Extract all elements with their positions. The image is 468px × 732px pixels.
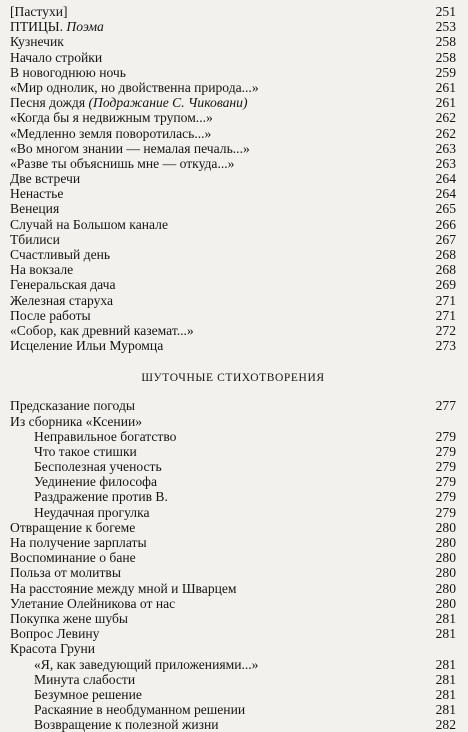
entry-title-text: На расстояние между мной и Шварцем (10, 580, 237, 596)
entry-title-text: Начало стройки (10, 49, 103, 65)
entry-title-text: Польза от молитвы (10, 565, 121, 581)
toc-entry (10, 641, 456, 656)
toc-page-number: 266 (426, 217, 456, 232)
entry-title-text: Возвращение к полезной жизни (34, 717, 219, 732)
entry-title-text: На получение зарплаты (10, 535, 147, 550)
toc-page-number: 263 (426, 156, 456, 171)
toc-entry-title (10, 535, 150, 550)
entry-title-text: Венеция (10, 201, 60, 217)
toc-entry-title (10, 141, 253, 156)
entry-title-text: Исцеление Ильи Муромца (10, 338, 164, 354)
toc-page-number: 251 (426, 4, 456, 19)
entry-title-text: Раскаяние в необдуманном решении (34, 702, 246, 718)
entry-title-text: Генеральская дача (10, 277, 116, 293)
entry-title-text: [Пастухи] (10, 4, 68, 19)
toc-entry (10, 626, 456, 641)
toc-entry (10, 201, 456, 216)
toc-page-number: 264 (426, 186, 456, 201)
toc-entry-title (10, 338, 166, 353)
toc-entry-title (10, 156, 237, 171)
toc-page-number: 262 (426, 126, 456, 141)
entry-title-text: «Когда бы я недвижным трупом...» (10, 110, 213, 126)
toc-page-number: 277 (426, 398, 456, 413)
toc-page-number: 273 (426, 338, 456, 353)
toc-entry-title (34, 687, 145, 702)
toc-entry (10, 520, 456, 535)
toc-entry (10, 171, 456, 186)
toc-page-number: 279 (426, 505, 456, 520)
entry-title-text: Случай на Большом канале (10, 216, 168, 232)
toc-page-number: 253 (426, 19, 456, 34)
toc-entry (10, 95, 456, 110)
toc-page-number: 279 (426, 459, 456, 474)
toc-entry (10, 459, 456, 474)
entry-title-text: Счастливый день (10, 247, 111, 262)
entry-title-text: «Медленно земля поворотилась...» (10, 125, 212, 141)
toc-entry-title (34, 474, 160, 489)
toc-entry-title (10, 217, 171, 232)
toc-entry-title (10, 186, 66, 201)
entry-title-text: Неудачная прогулка (34, 504, 150, 520)
toc-page-number: 280 (426, 581, 456, 596)
toc-entry (10, 277, 456, 292)
toc-entry-title (10, 65, 129, 80)
toc-entry (10, 232, 456, 247)
toc-page-number: 264 (426, 171, 456, 186)
entry-title-text: Ненастье (10, 186, 64, 202)
toc-entry-title (10, 277, 119, 292)
toc-entry (10, 293, 456, 308)
entry-title-text: Раздражение против В. (34, 489, 168, 505)
toc-page-number: 258 (426, 34, 456, 49)
toc-entry (10, 19, 456, 34)
toc-entry (10, 702, 456, 717)
toc-page-number: 282 (426, 717, 456, 732)
toc-page-number: 271 (426, 308, 456, 323)
toc-page-number: 280 (426, 535, 456, 550)
toc-page-number: 263 (426, 141, 456, 156)
toc-entry (10, 581, 456, 596)
toc-entry-title (34, 672, 138, 687)
toc-page-number: 269 (426, 277, 456, 292)
toc-page-number: 281 (426, 657, 456, 672)
toc-entry (10, 505, 456, 520)
toc-entry-title (10, 550, 139, 565)
toc-entry-title (10, 50, 105, 65)
toc-page-number: 259 (426, 65, 456, 80)
toc-entry-title (10, 398, 138, 413)
entry-title-text: Песня дождя (10, 95, 86, 111)
toc-page-number: 280 (426, 565, 456, 580)
toc-entry (10, 429, 456, 444)
toc-entry (10, 126, 456, 141)
toc-entry (10, 596, 456, 611)
entry-title-text: Улетание Олейникова от нас (10, 595, 176, 611)
entry-title-text: «Во многом знании — немалая печаль...» (10, 140, 250, 156)
toc-page-number: 281 (426, 702, 456, 717)
toc-entry (10, 550, 456, 565)
entry-title-text: Железная старуха (10, 292, 114, 308)
toc-entry-title (10, 520, 138, 535)
toc-page-number: 280 (426, 550, 456, 565)
toc-list-main (10, 4, 456, 353)
toc-page-number: 279 (426, 429, 456, 444)
entry-subtitle-text: (Подражание С. Чиковани) (88, 95, 248, 111)
entry-title-text: Уединение философа (34, 474, 158, 490)
toc-entry-title (10, 247, 113, 262)
toc-entry-title (10, 80, 262, 95)
toc-page-number: 258 (426, 50, 456, 65)
toc-entry-title (10, 110, 216, 125)
entry-title-text: «Мир однолик, но двойственна природа...» (10, 79, 259, 95)
toc-entry-title (10, 95, 251, 110)
toc-page-number: 280 (426, 596, 456, 611)
toc-entry-title (10, 171, 83, 186)
toc-entry-title (10, 323, 197, 338)
entry-title-text: ПТИЦЫ. (10, 19, 64, 35)
entry-title-text: Покупка жене шубы (10, 610, 129, 626)
toc-entry-title (10, 414, 145, 429)
toc-page-number: 281 (426, 687, 456, 702)
toc-entry (10, 444, 456, 459)
entry-title-text: Две встречи (10, 171, 81, 187)
toc-entry (10, 535, 456, 550)
toc-list-humorous (10, 398, 456, 732)
entry-title-text: Безумное решение (34, 686, 142, 702)
toc-entry-title (10, 626, 102, 641)
toc-entry (10, 262, 456, 277)
toc-entry-title (34, 444, 140, 459)
toc-page-number: 262 (426, 110, 456, 125)
toc-entry (10, 80, 456, 95)
entry-title-text: Тбилиси (10, 231, 60, 247)
entry-title-text: Вопрос Левину (10, 626, 100, 642)
toc-entry-title (10, 4, 71, 19)
entry-title-text: «Собор, как древний каземат...» (10, 322, 194, 338)
entry-title-text: Воспоминание о бане (10, 550, 136, 566)
toc-entry (10, 4, 456, 19)
toc-entry-title (10, 641, 98, 656)
toc-entry (10, 65, 456, 80)
entry-title-text: Кузнечик (10, 34, 64, 50)
entry-title-text: На вокзале (10, 262, 74, 278)
toc-entry (10, 414, 456, 429)
toc-entry (10, 141, 456, 156)
toc-page-number: 279 (426, 489, 456, 504)
toc-page-number: 265 (426, 201, 456, 216)
toc-entry-title (10, 293, 116, 308)
entry-title-text: Предсказание погоды (10, 398, 135, 414)
toc-entry (10, 398, 456, 413)
toc-entry-title (10, 201, 62, 216)
entry-title-text: Неправильное богатство (34, 428, 177, 444)
toc-entry-title (34, 505, 153, 520)
toc-entry-title (10, 611, 131, 626)
entry-title-text: Бесполезная ученость (34, 459, 162, 475)
toc-page-number: 281 (426, 611, 456, 626)
toc-entry-title (10, 596, 178, 611)
toc-entry (10, 687, 456, 702)
entry-title-text: После работы (10, 307, 91, 323)
toc-page-number: 271 (426, 293, 456, 308)
toc-entry (10, 247, 456, 262)
toc-page-number: 268 (426, 247, 456, 262)
toc-page-number: 281 (426, 626, 456, 641)
entry-subtitle-text: Поэма (66, 19, 104, 35)
toc-page-number: 280 (426, 520, 456, 535)
entry-title-text: Отвращение к богеме (10, 519, 136, 535)
toc-page-number: 272 (426, 323, 456, 338)
toc-page-number: 261 (426, 80, 456, 95)
toc-entry-title (10, 581, 240, 596)
toc-entry-title (10, 232, 63, 247)
toc-entry-title (34, 657, 261, 672)
toc-page-number: 281 (426, 672, 456, 687)
entry-title-text: «Разве ты объяснишь мне — откуда...» (10, 155, 235, 171)
entry-title-text: В новогоднюю ночь (10, 64, 126, 80)
toc-entry (10, 34, 456, 49)
entry-title-text: Красота Груни (10, 641, 96, 657)
toc-entry-title (10, 19, 107, 34)
toc-entry (10, 217, 456, 232)
toc-entry-title (34, 702, 248, 717)
toc-entry (10, 110, 456, 125)
toc-page-number: 279 (426, 444, 456, 459)
toc-entry-title (10, 34, 67, 49)
toc-entry (10, 489, 456, 504)
toc-entry (10, 50, 456, 65)
toc-entry (10, 474, 456, 489)
toc-entry-title (10, 126, 214, 141)
toc-entry-title (34, 489, 171, 504)
toc-entry (10, 308, 456, 323)
entry-title-text: Что такое стишки (34, 443, 137, 459)
toc-page-number: 268 (426, 262, 456, 277)
toc-entry-title (34, 429, 179, 444)
toc-entry-title (34, 459, 165, 474)
toc-page-number: 279 (426, 474, 456, 489)
toc-page-number: 267 (426, 232, 456, 247)
toc-entry (10, 657, 456, 672)
section-heading: ШУТОЧНЫЕ СТИХОТВОРЕНИЯ (141, 372, 325, 385)
entry-title-text: Из сборника «Ксении» (10, 413, 143, 429)
toc-entry (10, 672, 456, 687)
toc-entry (10, 323, 456, 338)
toc-entry-title (10, 565, 124, 580)
toc-entry (10, 338, 456, 353)
toc-entry (10, 186, 456, 201)
toc-entry (10, 565, 456, 580)
toc-page-number: 261 (426, 95, 456, 110)
toc-entry (10, 156, 456, 171)
entry-title-text: Минута слабости (34, 671, 136, 687)
toc-entry-title (10, 262, 76, 277)
toc-entry (10, 611, 456, 626)
entry-title-text: «Я, как заведующий приложениями...» (34, 656, 259, 672)
toc-entry-title (10, 308, 94, 323)
